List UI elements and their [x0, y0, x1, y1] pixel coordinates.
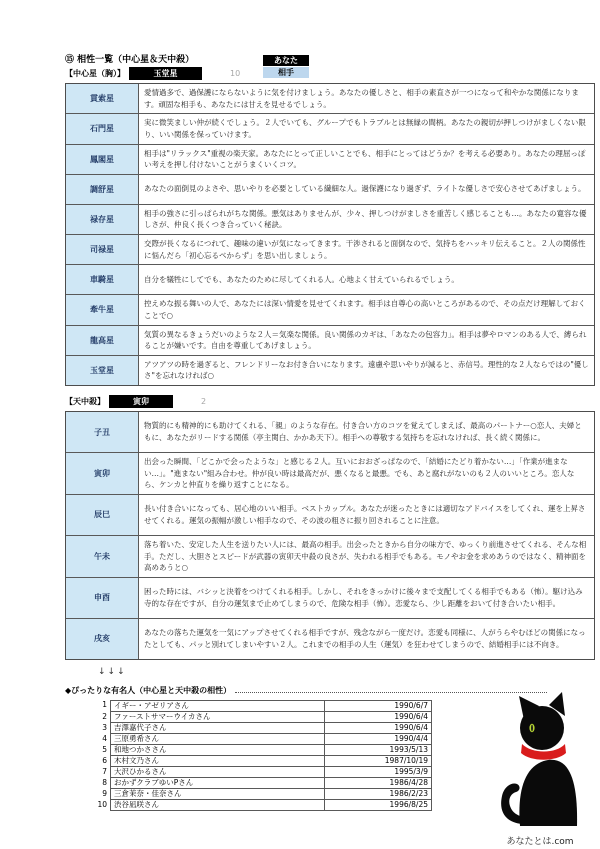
center-star-row: [66, 294, 594, 324]
center-star-row: [66, 234, 594, 264]
site-footer: あなたとは.com: [506, 837, 574, 847]
center-star-row: [66, 355, 594, 385]
celeb-date: 1990/4/4: [325, 734, 432, 745]
celebrities-heading-row: [65, 685, 547, 696]
branch-desc-cell: [139, 495, 594, 535]
celeb-date: 1986/2/23: [325, 789, 432, 800]
celeb-date: 1986/4/28: [325, 778, 432, 789]
celeb-date: 1993/5/13: [325, 745, 432, 756]
center-star-row: [66, 204, 594, 234]
center-star-section-label: 【中心星（胸）】: [65, 69, 125, 78]
star-desc-cell: [139, 205, 594, 234]
branch-label-cell: 戌亥: [66, 619, 139, 659]
tenchusatsu-section-label: 【天中殺】: [65, 397, 105, 406]
star-desc-cell: [139, 84, 594, 113]
celeb-row: [91, 723, 432, 734]
branch-label-cell: 寅卯: [66, 453, 139, 494]
star-desc-text: 愛情過多で、過保護にならないように気を付けましょう。あなたの優しさと、相手の素直さが一つになって和やかな関係になります。頑固な相手も、あなたには甘えを見せるでしょう。: [144, 88, 579, 109]
branch-desc-cell: [139, 578, 594, 618]
star-label-cell: 禄存星: [66, 205, 139, 234]
star-label-cell: 石門星: [66, 114, 139, 143]
celeb-rank: 4: [102, 733, 107, 743]
celeb-name: ファーストサマーウイカさん: [110, 712, 325, 723]
star-desc-text: 実に微笑ましい仲が続くでしょう。２人でいても、グループでもトラブルとは無縁の間柄。あなたの親切が押しつけがましくない限り、いい関係を保っていけます。: [144, 118, 586, 139]
celeb-row: [91, 778, 432, 789]
celeb-name: 三原勇希さん: [110, 734, 325, 745]
branch-desc-cell: [139, 536, 594, 577]
you-box: あなた: [263, 55, 309, 66]
star-label-cell: 貫索星: [66, 84, 139, 113]
tenchusatsu-count: 2: [201, 397, 207, 406]
celeb-rank: 2: [102, 711, 107, 721]
branch-desc-cell: [139, 453, 594, 494]
celeb-row: [91, 756, 432, 767]
center-star-row: [66, 84, 594, 113]
branch-desc-text: 出会った瞬間、「どこかで会ったような」と感じる２人。互いにおおざっぱなので、「結婚にたどり着かない…」「作業が進まない…」。"進まない"組み合わせ。仲が良い時は最高だが、悪くなると最悪。でも、あと腐れがないのも２人のいいところ。恋人なら、ケンカと仲直りを繰り返すことになる。: [144, 457, 575, 490]
tenchusatsu-value-box: 寅卯: [109, 395, 173, 408]
tenchusatsu-row: [66, 618, 594, 659]
star-label-cell: 鳳閣星: [66, 145, 139, 174]
celeb-name: 三倉茉奈・佳奈さん: [110, 789, 325, 800]
star-desc-cell: [139, 114, 594, 143]
star-desc-cell: [139, 145, 594, 174]
celeb-name: 和地つかささん: [110, 745, 325, 756]
center-star-table: [65, 83, 595, 386]
celeb-row: [91, 734, 432, 745]
celebrities-table: [91, 700, 432, 811]
center-star-row: [66, 113, 594, 143]
branch-desc-text: あなたの落ちた運気を一気にアップさせてくれる相手ですが、残念ながら一度だけ。恋愛も同様に、人がうらやむほどの関係になったとしても、パッと別れてしまいやすい２人。これまでの相手の人生（運気）を狂わせてしまうので、結婚相手には不向き。: [144, 628, 586, 649]
celeb-rank: 9: [102, 788, 107, 798]
tenchusatsu-row: [66, 577, 594, 618]
celeb-row: [91, 712, 432, 723]
celeb-rank: 7: [102, 766, 107, 776]
star-desc-text: アツアツの時を過ぎると、フレンドリーなお付き合いになります。遠慮や思いやりが減ると、赤信号。理性的な２人ならではの"優しさ"を忘れなければ○: [144, 359, 589, 381]
star-desc-text: 相手は"リラックス"重視の楽天家。あなたにとって正しいことでも、相手にとってはどうか？を考える必要あり。あなたの理屈っぽい考えを押し付けないことがうまくいくコツ。: [144, 148, 586, 170]
center-star-row: [66, 174, 594, 204]
star-desc-cell: [139, 326, 594, 355]
celeb-date: 1987/10/19: [325, 756, 432, 767]
tenchusatsu-row: [66, 535, 594, 577]
branch-desc-text: 長い付き合いになっても、居心地のいい相手。ベストカップル。あなたが迷ったときには適切なアドバイスをしてくれ、運を上昇させてくれる。運気の振幅が激しい相手なので、その波の粗さに振り回されることに注意。: [144, 504, 586, 525]
star-label-cell: 龍高星: [66, 326, 139, 355]
you-partner-legend: [263, 55, 309, 78]
celeb-rank: 8: [102, 777, 107, 787]
star-desc-text: 交際が長くなるにつれて、趣味の違いが気になってきます。干渉されると面倒なので、気持ちをハッキリ伝えること。２人の関係性に悩んだら「初心忘るべからず」を思い出しましょう。: [144, 239, 586, 260]
tenchusatsu-row: [66, 494, 594, 535]
star-desc-text: 気質の異なるきょうだいのような２人＝気楽な関係。良い関係のカギは、「あなたの包容力」。相手は夢やロマンのある人で、縛られることが嫌いです。自由を尊重してあげましょう。: [144, 329, 587, 351]
branch-desc-cell: [139, 412, 594, 452]
star-desc-cell: [139, 356, 594, 385]
celeb-date: 1996/8/25: [325, 800, 432, 811]
branch-desc-cell: [139, 619, 594, 659]
star-label-cell: 牽牛星: [66, 295, 139, 324]
celeb-row: [91, 789, 432, 800]
star-desc-cell: [139, 265, 594, 294]
celeb-row: [91, 767, 432, 778]
branch-label-cell: 午未: [66, 536, 139, 577]
celeb-row: [91, 745, 432, 756]
celeb-rank: 10: [97, 799, 107, 809]
celeb-date: 1995/3/9: [325, 767, 432, 778]
celeb-name: おかずクラブゆいPさん: [110, 778, 325, 789]
center-star-row: [66, 144, 594, 174]
branch-label-cell: 辰巳: [66, 495, 139, 535]
star-label-cell: 調舒星: [66, 175, 139, 204]
celeb-date: 1990/6/4: [325, 712, 432, 723]
tenchusatsu-header-row: [65, 395, 595, 408]
celeb-name: 渋谷凪咲さん: [110, 800, 325, 811]
celeb-row: [91, 800, 432, 811]
celeb-row: [91, 700, 432, 712]
star-label-cell: 司禄星: [66, 235, 139, 264]
star-desc-cell: [139, 235, 594, 264]
star-desc-text: 控えめな振る舞いの人で、あなたには深い情愛を見せてくれます。相手は自尊心の高いところがあるので、その点だけ理解しておくことで○: [144, 299, 586, 320]
page-title: ⑮ 相性一覧（中心星＆天中殺）: [65, 55, 195, 65]
celeb-name: 吉澤嘉代子さん: [110, 723, 325, 734]
celeb-rank: 6: [102, 755, 107, 765]
celeb-date: 1990/6/4: [325, 723, 432, 734]
star-label-cell: 玉堂星: [66, 356, 139, 385]
celeb-name: 大沢ひかるさん: [110, 767, 325, 778]
black-cat-icon: [492, 692, 584, 830]
celeb-rank: 1: [102, 699, 107, 709]
celeb-date: 1990/6/7: [325, 700, 432, 712]
branch-desc-text: 困った時には、バシッと決着をつけてくれる相手。しかし、それをきっかけに後々まで支配してくる相手でもある（怖）。駆け込み寺的な存在ですが、自分の運気まで止めてしまうので、危険な相手（怖）。恋愛なら、少し距離をおいて付き合いたい相手。: [144, 587, 583, 608]
tenchusatsu-row: [66, 452, 594, 494]
center-star-count: 10: [230, 69, 241, 78]
center-star-value-box: 玉堂星: [129, 67, 202, 80]
branch-label-cell: 申酉: [66, 578, 139, 618]
center-star-header-row: [65, 67, 595, 80]
branch-label-cell: 子丑: [66, 412, 139, 452]
celeb-rank: 5: [102, 744, 107, 754]
celeb-name: 木村文乃さん: [110, 756, 325, 767]
branch-desc-text: 物質的にも精神的にも助けてくれる、「親」のような存在。付き合い方のコツを覚えてしまえば、最高のパートナー○恋人、夫婦ともに、あなたがリードする関係（亭主関白、かかあ天下）。相手への尊敬する気持ちを忘れなければ、長く続く関係に。: [144, 421, 582, 442]
star-desc-cell: [139, 175, 594, 204]
celebrities-heading: ◆ぴったりな有名人（中心星と天中殺の相性）: [65, 685, 232, 695]
star-desc-text: 相手の強さに引っぱられがちな関係。悪気はありませんが、少々、押しつけがましさを重苦しく感じることも…。あなたの寛容な優しさが、仲良く長くつき合っていく秘訣。: [144, 208, 587, 230]
star-desc-text: 自分を犠牲にしてでも、あなたのために尽してくれる人。心地よく甘えていられるでしょう。: [144, 274, 459, 284]
report-header: [65, 55, 595, 80]
tenchusatsu-row: [66, 412, 594, 452]
center-star-row: [66, 264, 594, 294]
tenchusatsu-table: [65, 411, 595, 660]
center-star-row: [66, 325, 594, 355]
star-label-cell: 車騎星: [66, 265, 139, 294]
star-desc-text: あなたの面倒見のよさや、思いやりを必要としている繊細な人。過保護になり過ぎず、ライトな優しさで安心させてあげましょう。: [144, 184, 586, 194]
branch-desc-text: 落ち着いた、安定した人生を送りたい人には、最高の相手。出会ったときから自分の味方で、ゆっくり前進させてくれる、そんな相手。ただし、大胆さとスピードが武器の寅卯天中殺の良さが、失われる相手でもある。モノやお金を求めあうのではなく、精神面を高めあうと○: [144, 539, 587, 573]
celeb-rank: 3: [102, 722, 107, 732]
star-desc-cell: [139, 295, 594, 324]
down-arrows: ↓↓↓: [98, 666, 127, 677]
partner-box: 相手: [263, 67, 309, 78]
celeb-name: イギー・アゼリアさん: [110, 700, 325, 712]
